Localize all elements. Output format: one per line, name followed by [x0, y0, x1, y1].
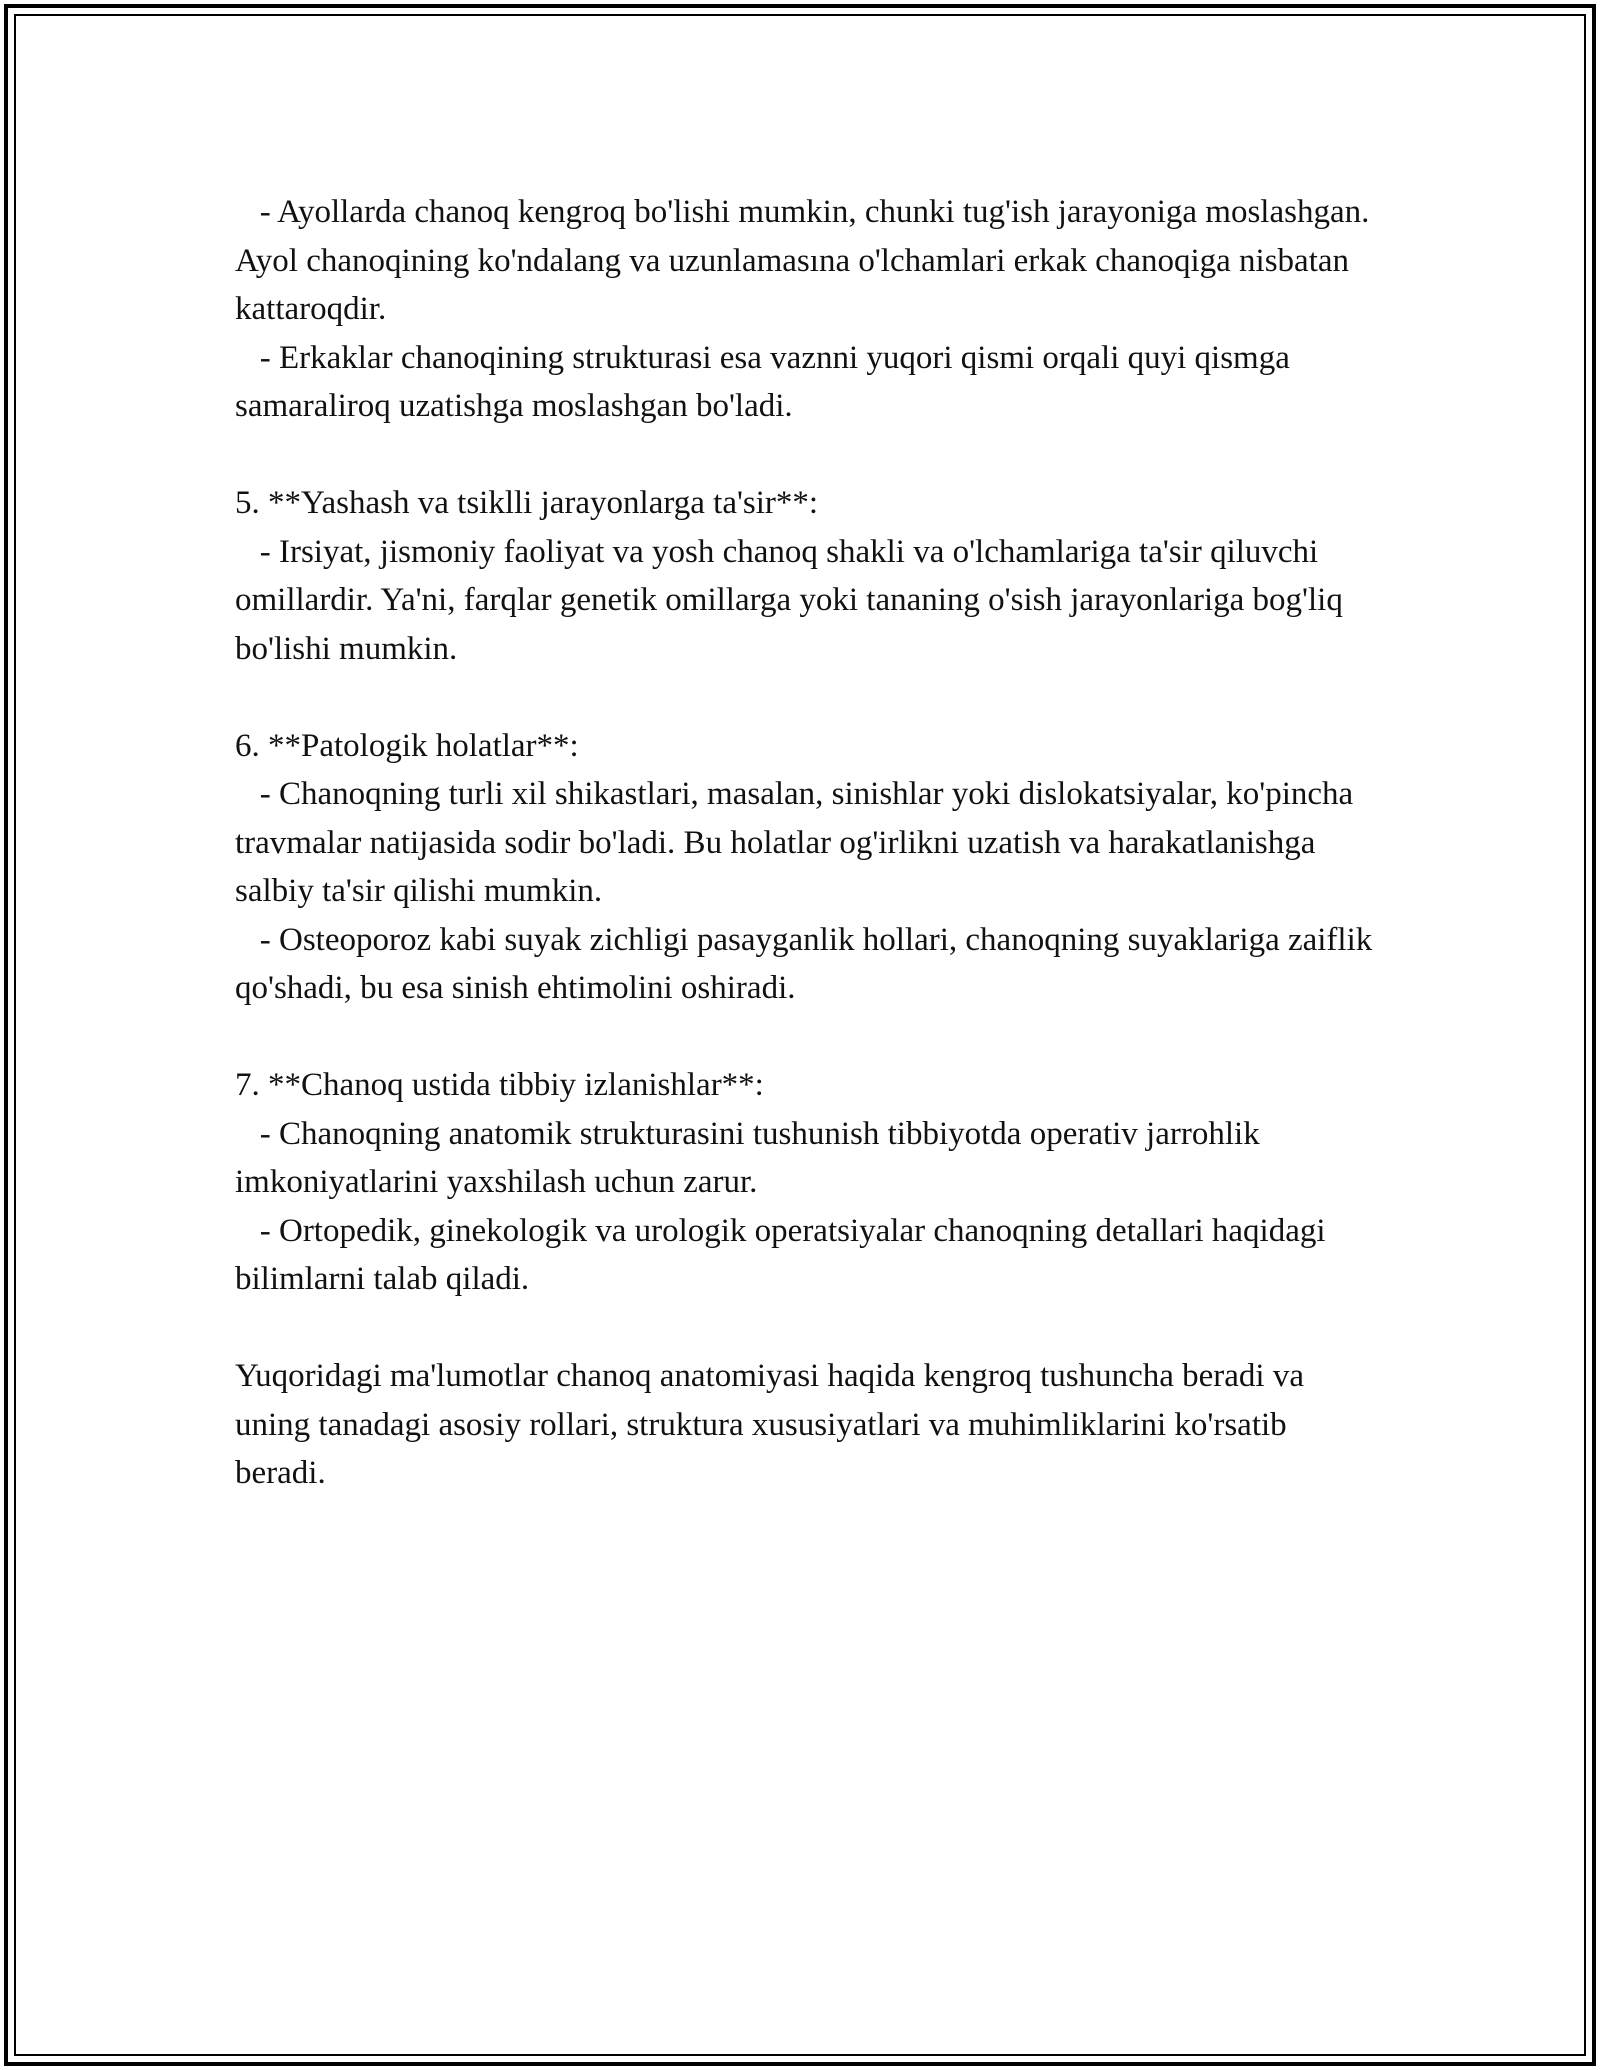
closing-paragraph: Yuqoridagi ma'lumotlar chanoq anatomiyasi haqida kengroq tushuncha beradi va uning tanadagi asosiy rollari, struktura xususiyatlari va muhimliklarini ko'rsatib beradi.: [235, 1358, 1304, 1491]
paragraph-gap: [235, 431, 1375, 480]
bullet-paragraph: - Irsiyat, jismoniy faoliyat va yosh chanoq shakli va o'lchamlariga ta'sir qiluvchi omillardir. Ya'ni, farqlar genetik omillarga yoki tananing o'sish jarayonlariga bog'liq bo'lishi mumkin.: [235, 533, 1343, 667]
bullet-paragraph: - Osteoporoz kabi suyak zichligi pasayganlik hollari, chanoqning suyaklariga zaiflik qo'shadi, bu esa sinish ehtimolini oshiradi.: [235, 921, 1373, 1006]
section-heading: 5. **Yashash va tsiklli jarayonlarga ta'sir**:: [235, 485, 819, 521]
bullet-paragraph: - Ayollarda chanoq kengroq bo'lishi mumkin, chunki tug'ish jarayoniga moslashgan. Ayol chanoqining ko'ndalang va uzunlamasına o'lchamlari erkak chanoqiga nisbatan kattaroqdir.: [235, 194, 1370, 327]
bullet-paragraph: - Chanoqning turli xil shikastlari, masalan, sinishlar yoki dislokatsiyalar, ko'pincha travmalar natijasida sodir bo'ladi. Bu holatlar og'irlikni uzatish va harakatlanishga salbiy ta'sir qilishi mumkin.: [235, 776, 1354, 909]
section-heading: 6. **Patologik holatlar**:: [235, 727, 579, 764]
paragraph-gap: [235, 673, 1375, 722]
bullet-paragraph: - Ortopedik, ginekologik va urologik operatsiyalar chanoqning detallari haqidagi bilimlarni talab qiladi.: [235, 1212, 1326, 1297]
paragraph-gap: [235, 1304, 1375, 1353]
document-body: [235, 188, 1375, 1498]
section-heading: 7. **Chanoq ustida tibbiy izlanishlar**:: [235, 1067, 764, 1103]
bullet-paragraph: - Erkaklar chanoqining strukturasi esa vaznni yuqori qismi orqali quyi qismga samaraliroq uzatishga moslashgan bo'ladi.: [235, 339, 1290, 424]
bullet-paragraph: - Chanoqning anatomik strukturasini tushunish tibbiyotda operativ jarrohlik imkoniyatlarini yaxshilash uchun zarur.: [235, 1115, 1260, 1200]
paragraph-gap: [235, 1013, 1375, 1062]
